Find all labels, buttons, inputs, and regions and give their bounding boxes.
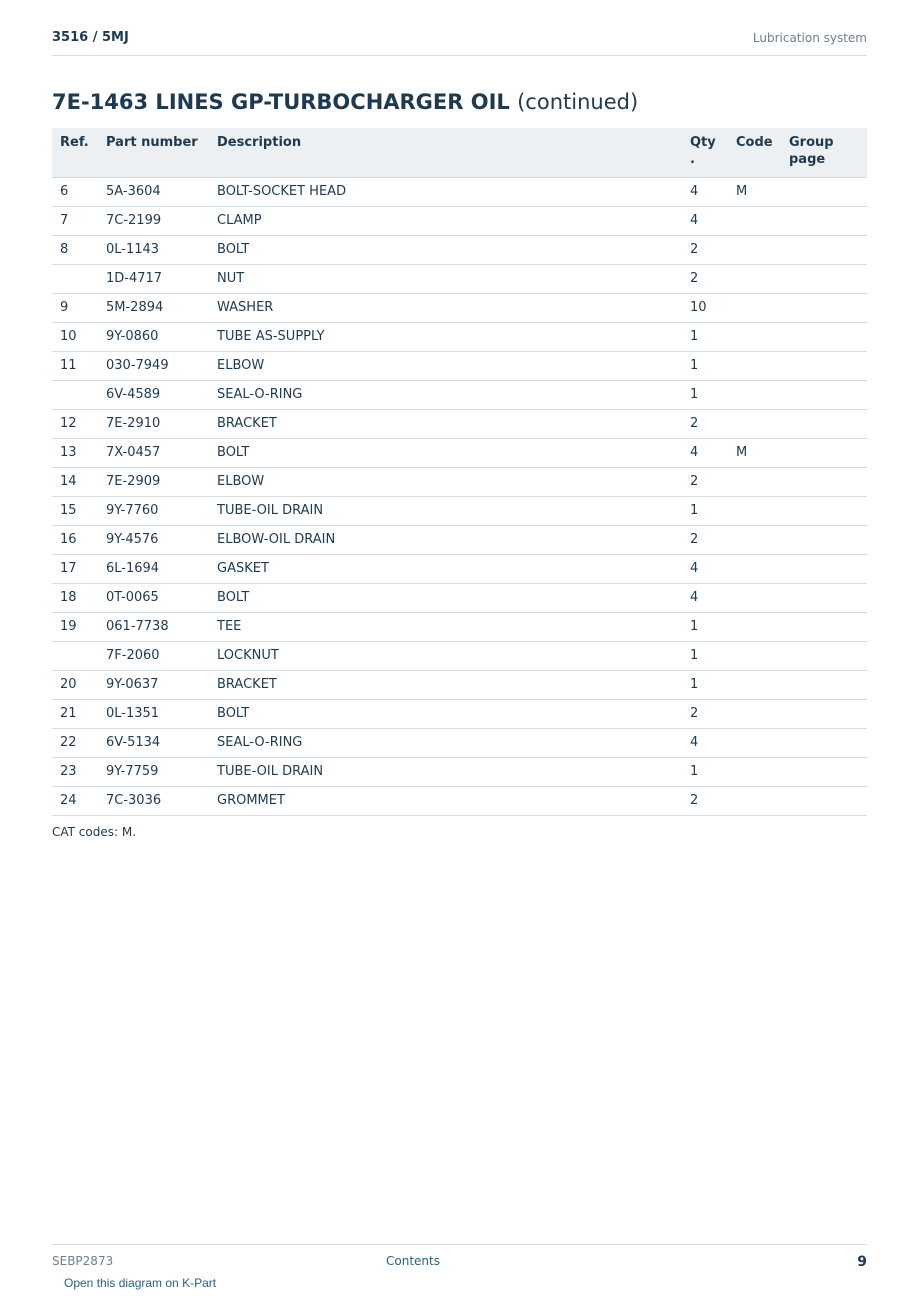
cell-qty: 2	[682, 235, 728, 264]
cell-description: BOLT	[209, 699, 682, 728]
col-group-line2: page	[789, 152, 826, 167]
title-main: 7E-1463 LINES GP-TURBOCHARGER OIL	[52, 90, 510, 114]
cell-description: ELBOW	[209, 351, 682, 380]
cell-group-page	[781, 380, 867, 409]
cell-ref: 24	[52, 786, 98, 815]
cell-code	[728, 496, 781, 525]
cell-part-number: 1D-4717	[98, 264, 209, 293]
cell-code	[728, 583, 781, 612]
cell-part-number: 0L-1351	[98, 699, 209, 728]
table-row	[52, 525, 867, 554]
cell-code	[728, 728, 781, 757]
cell-group-page	[781, 641, 867, 670]
cell-qty: 1	[682, 322, 728, 351]
cell-description: SEAL-O-RING	[209, 728, 682, 757]
cell-code	[728, 699, 781, 728]
cell-ref: 10	[52, 322, 98, 351]
cell-description: TEE	[209, 612, 682, 641]
cell-part-number: 9Y-7760	[98, 496, 209, 525]
contents-link[interactable]: Contents	[386, 1254, 440, 1268]
col-code: Code	[728, 128, 781, 177]
cell-qty: 2	[682, 264, 728, 293]
kpart-diagram-link[interactable]: Open this diagram on K-Part	[64, 1276, 217, 1290]
cell-code	[728, 206, 781, 235]
cell-qty: 2	[682, 525, 728, 554]
cell-description: SEAL-O-RING	[209, 380, 682, 409]
cell-description: BOLT-SOCKET HEAD	[209, 177, 682, 206]
cell-description: TUBE-OIL DRAIN	[209, 496, 682, 525]
cell-description: GASKET	[209, 554, 682, 583]
section-label: Lubrication system	[752, 31, 867, 45]
cell-group-page	[781, 699, 867, 728]
cell-ref: 20	[52, 670, 98, 699]
cell-description: ELBOW	[209, 467, 682, 496]
col-qty-line2: .	[690, 152, 695, 167]
cell-qty: 1	[682, 496, 728, 525]
table-row	[52, 351, 867, 380]
cell-ref: 12	[52, 409, 98, 438]
cell-description: ELBOW-OIL DRAIN	[209, 525, 682, 554]
cell-qty: 1	[682, 380, 728, 409]
cell-code	[728, 293, 781, 322]
cell-qty: 1	[682, 612, 728, 641]
cell-group-page	[781, 351, 867, 380]
cell-ref	[52, 641, 98, 670]
cell-group-page	[781, 293, 867, 322]
col-part-number: Part number	[98, 128, 209, 177]
cell-code	[728, 322, 781, 351]
cell-ref	[52, 264, 98, 293]
cell-description: BOLT	[209, 583, 682, 612]
page-number: 9	[857, 1254, 867, 1270]
cell-code	[728, 351, 781, 380]
cell-ref: 11	[52, 351, 98, 380]
cell-group-page	[781, 467, 867, 496]
cell-description: BRACKET	[209, 409, 682, 438]
cell-part-number: 9Y-4576	[98, 525, 209, 554]
cell-group-page	[781, 264, 867, 293]
cell-code	[728, 641, 781, 670]
cell-qty: 4	[682, 177, 728, 206]
cell-group-page	[781, 670, 867, 699]
table-header-row	[52, 128, 867, 177]
table-row	[52, 322, 867, 351]
cell-part-number: 7E-2909	[98, 467, 209, 496]
cell-ref: 18	[52, 583, 98, 612]
cell-description: BOLT	[209, 438, 682, 467]
cell-group-page	[781, 409, 867, 438]
cell-description: CLAMP	[209, 206, 682, 235]
cell-part-number: 6V-4589	[98, 380, 209, 409]
cell-ref: 21	[52, 699, 98, 728]
cell-part-number: 030-7949	[98, 351, 209, 380]
cell-ref: 19	[52, 612, 98, 641]
cell-group-page	[781, 757, 867, 786]
cell-description: WASHER	[209, 293, 682, 322]
page-title	[52, 90, 638, 114]
cell-description: LOCKNUT	[209, 641, 682, 670]
table-row	[52, 235, 867, 264]
cell-qty: 1	[682, 757, 728, 786]
table-row	[52, 206, 867, 235]
table-row	[52, 496, 867, 525]
col-qty-line1: Qty	[690, 135, 716, 150]
table-row	[52, 612, 867, 641]
cell-part-number: 7C-2199	[98, 206, 209, 235]
cell-qty: 2	[682, 467, 728, 496]
cell-code: M	[728, 438, 781, 467]
cell-part-number: 6V-5134	[98, 728, 209, 757]
table-row	[52, 438, 867, 467]
cell-code	[728, 554, 781, 583]
title-suffix: (continued)	[517, 90, 639, 114]
parts-table-body	[52, 177, 867, 815]
cell-ref: 9	[52, 293, 98, 322]
cell-ref: 16	[52, 525, 98, 554]
cell-part-number: 0L-1143	[98, 235, 209, 264]
table-row	[52, 380, 867, 409]
page-footer	[52, 1244, 867, 1270]
cell-code: M	[728, 177, 781, 206]
cell-ref	[52, 380, 98, 409]
table-row	[52, 554, 867, 583]
cell-code	[728, 467, 781, 496]
table-row	[52, 757, 867, 786]
cell-group-page	[781, 438, 867, 467]
cell-ref: 23	[52, 757, 98, 786]
cell-qty: 2	[682, 699, 728, 728]
cell-qty: 4	[682, 583, 728, 612]
cell-group-page	[781, 322, 867, 351]
cell-part-number: 9Y-7759	[98, 757, 209, 786]
parts-table	[52, 128, 867, 816]
cell-code	[728, 757, 781, 786]
cell-ref: 22	[52, 728, 98, 757]
col-description: Description	[209, 128, 682, 177]
table-row	[52, 699, 867, 728]
cell-code	[728, 786, 781, 815]
table-row	[52, 293, 867, 322]
page-header	[52, 28, 867, 56]
cell-code	[728, 235, 781, 264]
cell-part-number: 9Y-0637	[98, 670, 209, 699]
table-row	[52, 264, 867, 293]
cell-group-page	[781, 496, 867, 525]
col-group-page	[781, 128, 867, 177]
cell-group-page	[781, 728, 867, 757]
col-ref: Ref.	[52, 128, 98, 177]
table-row	[52, 467, 867, 496]
cell-description: TUBE AS-SUPPLY	[209, 322, 682, 351]
cell-description: NUT	[209, 264, 682, 293]
cell-group-page	[781, 177, 867, 206]
cell-part-number: 6L-1694	[98, 554, 209, 583]
cell-part-number: 061-7738	[98, 612, 209, 641]
table-row	[52, 177, 867, 206]
cell-qty: 1	[682, 641, 728, 670]
cell-qty: 4	[682, 728, 728, 757]
cell-code	[728, 670, 781, 699]
table-row	[52, 728, 867, 757]
cell-ref: 15	[52, 496, 98, 525]
cell-group-page	[781, 612, 867, 641]
model-label: 3516 / 5MJ	[52, 30, 129, 45]
table-row	[52, 786, 867, 815]
table-row	[52, 641, 867, 670]
cell-group-page	[781, 525, 867, 554]
document-id: SEBP2873	[52, 1254, 114, 1268]
cell-description: BOLT	[209, 235, 682, 264]
cell-ref: 14	[52, 467, 98, 496]
cell-qty: 1	[682, 670, 728, 699]
cell-code	[728, 380, 781, 409]
cell-code	[728, 409, 781, 438]
cell-part-number: 0T-0065	[98, 583, 209, 612]
cell-part-number: 5A-3604	[98, 177, 209, 206]
cell-ref: 6	[52, 177, 98, 206]
cell-ref: 7	[52, 206, 98, 235]
cell-ref: 13	[52, 438, 98, 467]
cell-part-number: 7X-0457	[98, 438, 209, 467]
cell-qty: 4	[682, 206, 728, 235]
cell-group-page	[781, 235, 867, 264]
cell-code	[728, 612, 781, 641]
table-row	[52, 670, 867, 699]
cat-codes-note: CAT codes: M.	[52, 825, 137, 839]
table-row	[52, 409, 867, 438]
table-row	[52, 583, 867, 612]
cell-ref: 17	[52, 554, 98, 583]
cell-description: BRACKET	[209, 670, 682, 699]
cell-part-number: 7C-3036	[98, 786, 209, 815]
cell-qty: 4	[682, 554, 728, 583]
cell-qty: 1	[682, 351, 728, 380]
cell-description: TUBE-OIL DRAIN	[209, 757, 682, 786]
cell-group-page	[781, 554, 867, 583]
cell-group-page	[781, 786, 867, 815]
col-group-line1: Group	[789, 135, 834, 150]
cell-code	[728, 525, 781, 554]
cell-code	[728, 264, 781, 293]
cell-part-number: 7F-2060	[98, 641, 209, 670]
cell-part-number: 9Y-0860	[98, 322, 209, 351]
cell-group-page	[781, 206, 867, 235]
cell-part-number: 7E-2910	[98, 409, 209, 438]
col-qty	[682, 128, 728, 177]
cell-qty: 2	[682, 786, 728, 815]
cell-qty: 10	[682, 293, 728, 322]
cell-ref: 8	[52, 235, 98, 264]
cell-qty: 4	[682, 438, 728, 467]
cell-qty: 2	[682, 409, 728, 438]
cell-description: GROMMET	[209, 786, 682, 815]
cell-part-number: 5M-2894	[98, 293, 209, 322]
cell-group-page	[781, 583, 867, 612]
